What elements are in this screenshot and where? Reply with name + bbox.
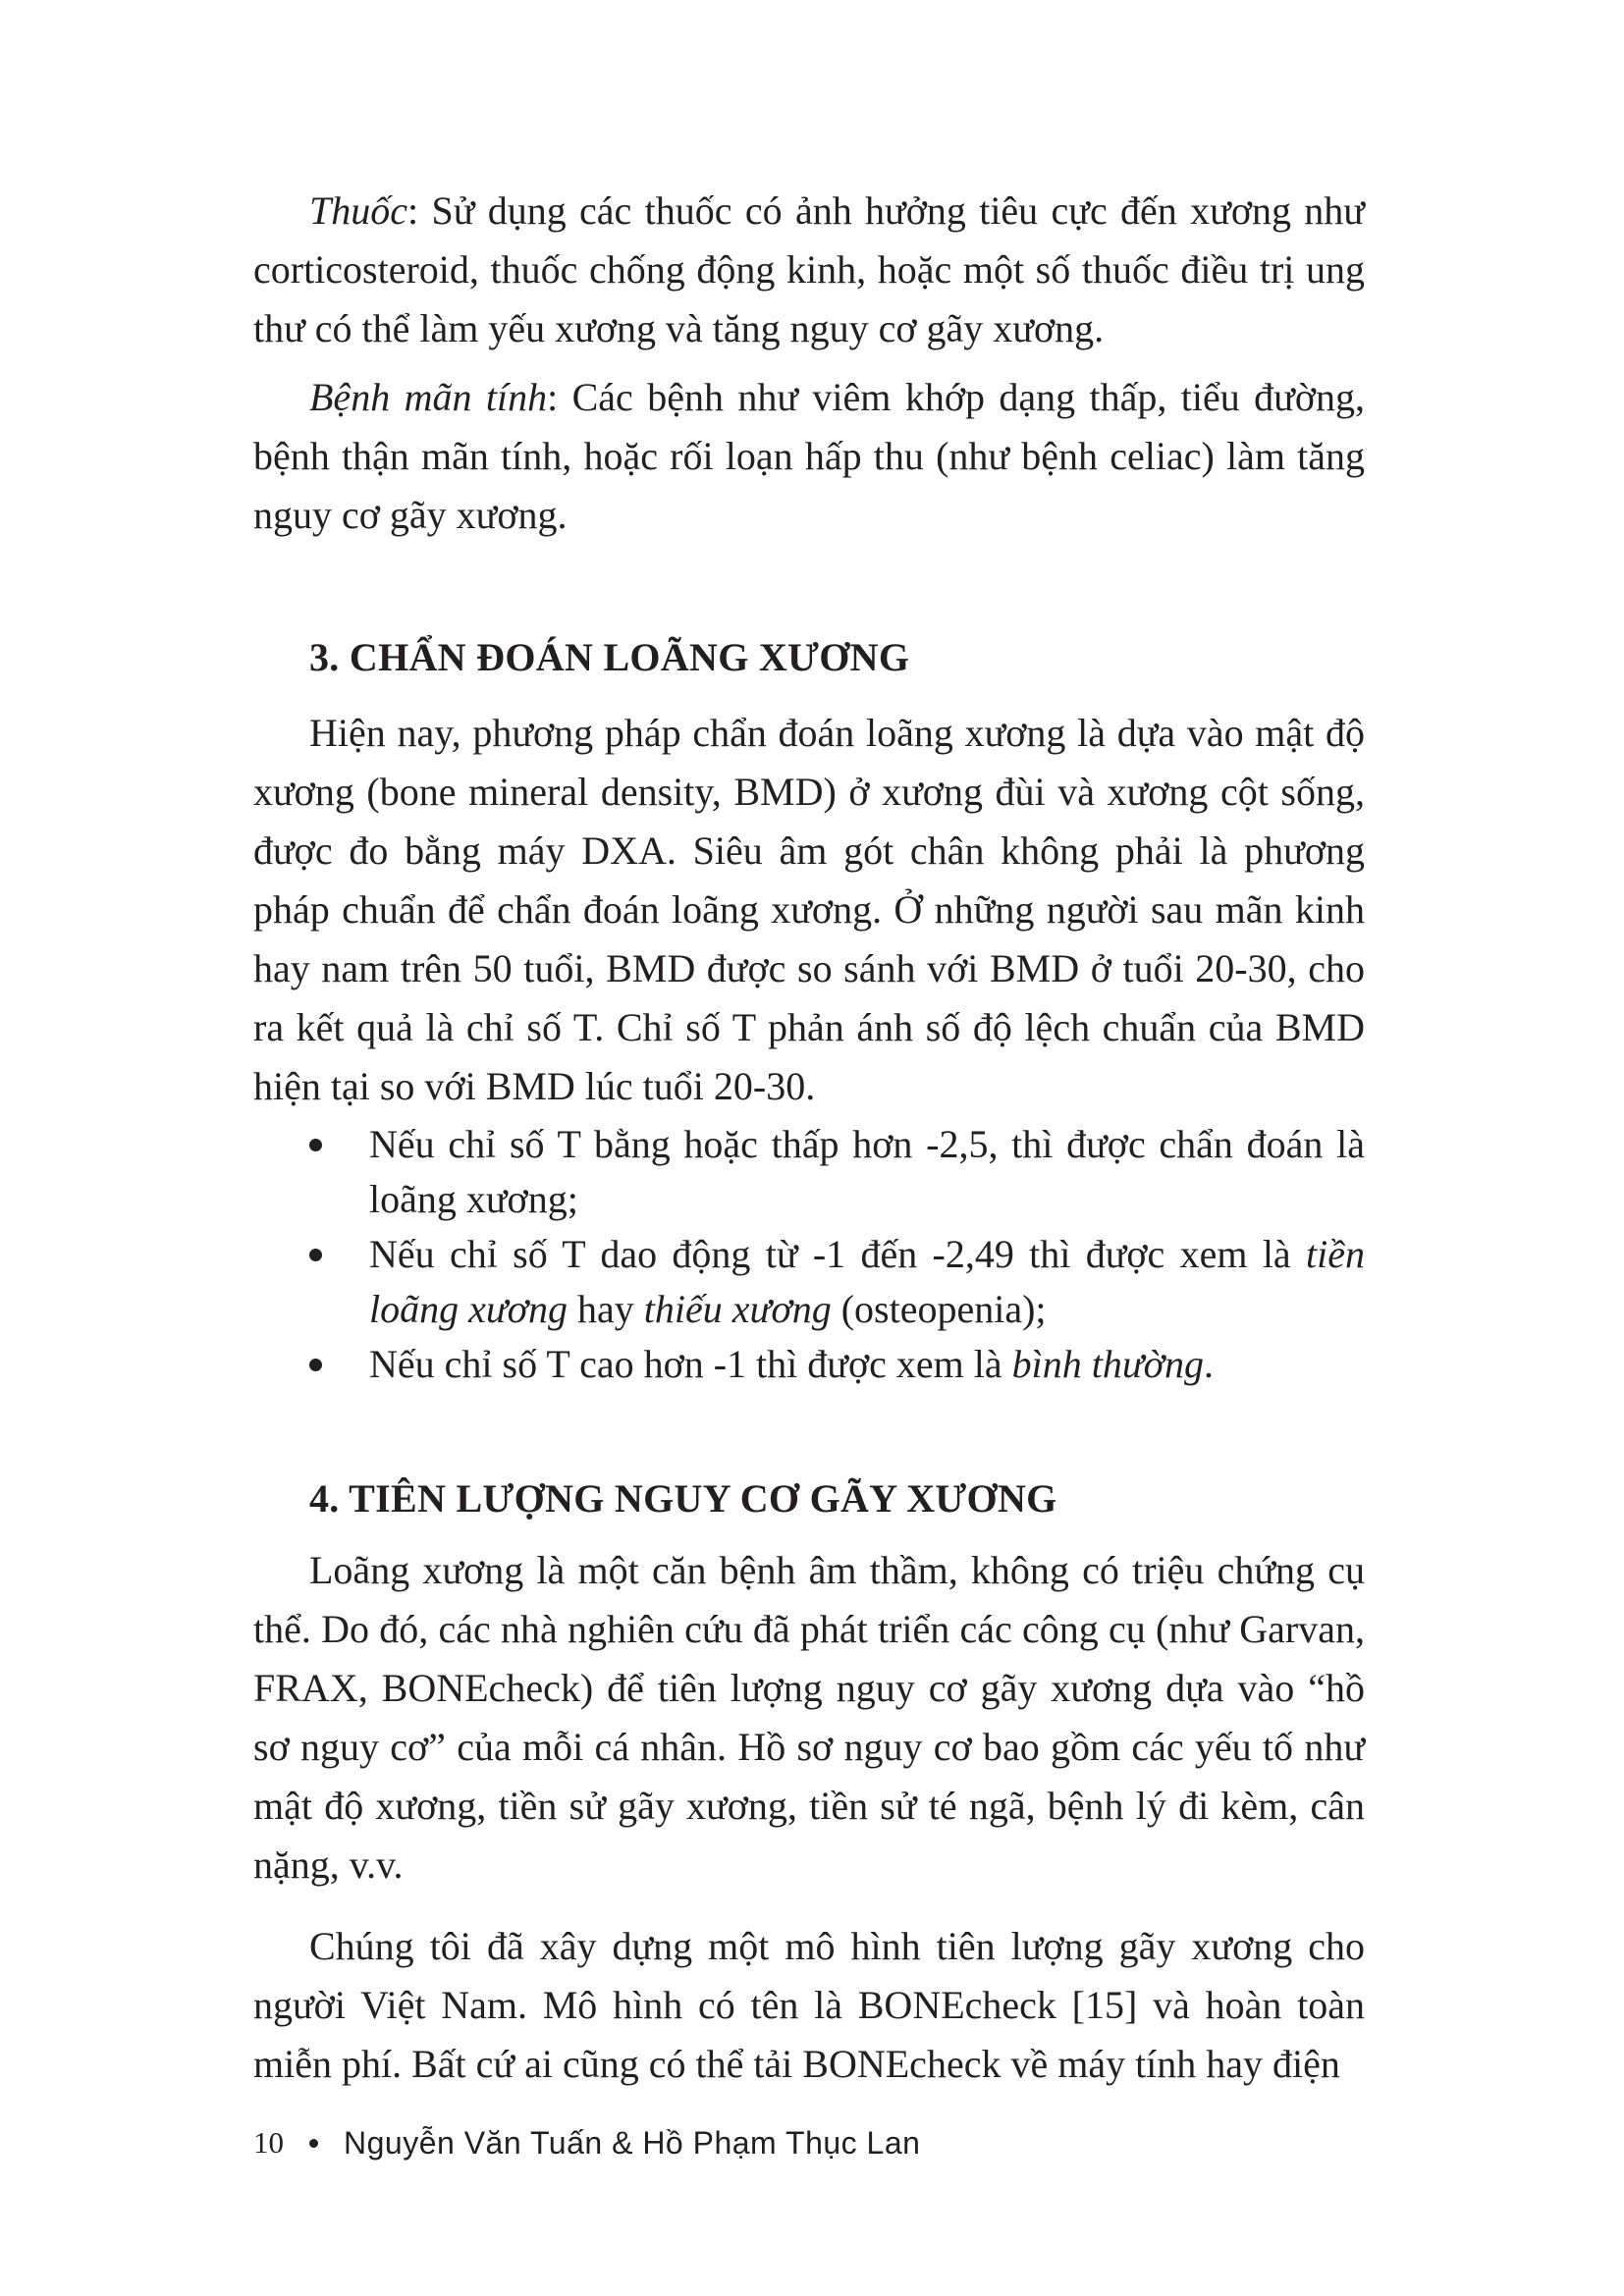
paragraph-benh-man-tinh xyxy=(253,368,1365,545)
footer-authors: Nguyễn Văn Tuấn & Hồ Phạm Thục Lan xyxy=(344,2124,921,2161)
section-3-heading: 3. CHẨN ĐOÁN LOÃNG XƯƠNG xyxy=(309,635,910,679)
term-benh-man-tinh: Bệnh mãn tính xyxy=(309,375,548,419)
bullet-icon xyxy=(309,1249,322,1261)
paragraph-benh-man-tinh-text: : Các bệnh như viêm khớp dạng thấp, tiểu đường, bệnh thận mãn tính, hoặc rối loạn hấp thu (như bệnh celiac) làm tăng nguy cơ gãy xương. xyxy=(253,375,1365,537)
section-4-paragraph-1-text: Loãng xương là một căn bệnh âm thầm, không có triệu chứng cụ thể. Do đó, các nhà nghiên cứu đã phát triển các công cụ (như Garvan, FRAX, BONEcheck) để tiên lượng nguy cơ gãy xương dựa vào “hồ sơ nguy cơ” của mỗi cá nhân. Hồ sơ nguy cơ bao gồm các yếu tố như mật độ xương, tiền sử gãy xương, tiền sử té ngã, bệnh lý đi kèm, cân nặng, v.v. xyxy=(253,1548,1365,1887)
paragraph-thuoc-text: : Sử dụng các thuốc có ảnh hưởng tiêu cực đến xương như corticosteroid, thuốc chống động kinh, hoặc một số thuốc điều trị ung thư có thể làm yếu xương và tăng nguy cơ gãy xương. xyxy=(253,188,1365,350)
term-thieu-xuong: thiếu xương xyxy=(643,1287,832,1331)
separator-dot-icon xyxy=(309,2139,318,2148)
list-item xyxy=(253,1337,1365,1392)
page-footer xyxy=(253,2118,920,2167)
bullet-icon xyxy=(309,1139,322,1151)
term-tien-loang-xuong: tiền loãng xương xyxy=(369,1232,1365,1331)
page-number: 10 xyxy=(253,2125,284,2160)
paragraph-thuoc xyxy=(253,182,1365,358)
list-item-text-part: Nếu chỉ số T dao động từ -1 đến -2,49 thì được xem là xyxy=(369,1232,1307,1276)
list-item-text-part: Nếu chỉ số T cao hơn -1 thì được xem là xyxy=(369,1342,1012,1386)
list-item xyxy=(253,1227,1365,1337)
section-4-paragraph-1 xyxy=(253,1541,1365,1895)
list-item xyxy=(253,1117,1365,1227)
list-item-text-part: . xyxy=(1203,1342,1214,1386)
list-item-text xyxy=(369,1227,1365,1337)
t-score-list xyxy=(253,1117,1365,1392)
term-binh-thuong: bình thường xyxy=(1011,1342,1204,1386)
list-item-text-part: (osteopenia); xyxy=(831,1287,1047,1331)
section-3-paragraph-text: Hiện nay, phương pháp chẩn đoán loãng xương là dựa vào mật độ xương (bone mineral density, BMD) ở xương đùi và xương cột sống, được đo bằng máy DXA. Siêu âm gót chân không phải là phương pháp chuẩn để chẩn đoán loãng xương. Ở những người sau mãn kinh hay nam trên 50 tuổi, BMD được so sánh với BMD ở tuổi 20-30, cho ra kết quả là chỉ số T. Chỉ số T phản ánh số độ lệch chuẩn của BMD hiện tại so với BMD lúc tuổi 20-30. xyxy=(253,711,1365,1108)
list-item-text: Nếu chỉ số T bằng hoặc thấp hơn -2,5, thì được chẩn đoán là loãng xương; xyxy=(369,1122,1365,1221)
section-3-paragraph xyxy=(253,704,1365,1116)
section-4-paragraph-2 xyxy=(253,1917,1365,2094)
section-4-paragraph-2-text: Chúng tôi đã xây dựng một mô hình tiên lượng gãy xương cho người Việt Nam. Mô hình có tên là BONEcheck [15] và hoàn toàn miễn phí. Bất cứ ai cũng có thể tải BONEcheck về máy tính hay điện xyxy=(253,1924,1365,2086)
bullet-icon xyxy=(309,1359,322,1371)
term-thuoc: Thuốc xyxy=(309,188,407,233)
list-item-text-part: hay xyxy=(568,1287,644,1331)
section-4-heading: 4. TIÊN LƯỢNG NGUY CƠ GÃY XƯƠNG xyxy=(309,1476,1057,1521)
list-item-text xyxy=(369,1337,1365,1392)
